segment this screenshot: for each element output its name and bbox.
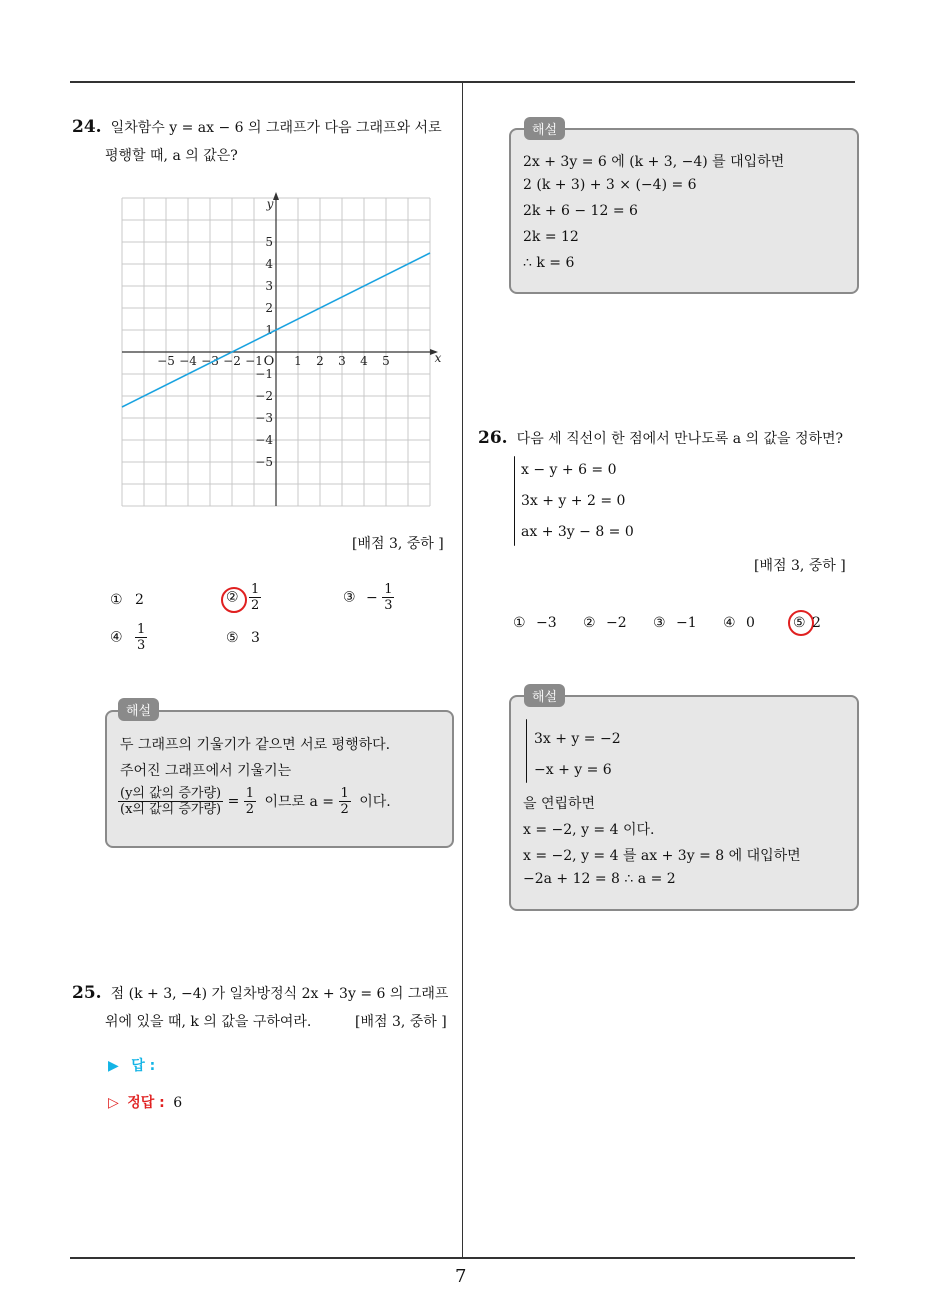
y-tick-label: 2 (265, 301, 273, 315)
choice-mark: ② (583, 615, 596, 631)
play-outline-icon: ▷ (108, 1095, 119, 1111)
explanation-tag: 해설 (524, 684, 565, 707)
y-axis-arrow (273, 192, 279, 200)
explanation-line: ∴ k = 6 (523, 255, 575, 271)
play-icon: ▶ (108, 1058, 119, 1074)
fraction-numerator: (y의 값의 증가량) (120, 786, 222, 801)
origin-label: O (263, 354, 275, 369)
half-fraction (244, 786, 256, 817)
choice-1[interactable] (513, 615, 557, 631)
score-label: [배점 3, 중하 ] (352, 536, 444, 552)
explanation-line: 주어진 그래프에서 기울기는 (120, 763, 292, 779)
choice-3[interactable] (653, 615, 697, 631)
choice-value: −2 (606, 615, 627, 631)
question-text-line1: 일차함수 y = ax − 6 의 그래프가 다음 그래프와 서로 (110, 120, 442, 136)
coordinate-graph (120, 190, 440, 510)
explanation-line: 2k + 6 − 12 = 6 (523, 203, 638, 219)
explanation-line: 두 그래프의 기울기가 같으면 서로 평행하다. (120, 737, 391, 753)
explanation-line: x = −2, y = 4 이다. (523, 822, 655, 838)
fraction-numerator: 1 (340, 786, 349, 801)
choice-2[interactable] (583, 615, 627, 631)
x-tick-label: −1 (245, 354, 263, 368)
y-tick-label: 4 (265, 257, 273, 271)
explanation-box-26 (509, 695, 859, 911)
question-number: 24. (72, 117, 102, 137)
choice-4[interactable] (110, 622, 147, 653)
y-axis-label: y (266, 197, 274, 211)
explanation-line: 을 연립하면 (523, 796, 596, 812)
correct-answer-row (108, 1092, 182, 1112)
choice-3[interactable] (343, 582, 394, 613)
choice-mark: ③ (653, 615, 666, 631)
choice-mark: ① (110, 592, 123, 608)
choice-value: 2 (812, 615, 821, 631)
choice-2[interactable] (226, 582, 261, 613)
x-tick-label: 3 (338, 354, 346, 368)
y-tick-label: −4 (255, 433, 273, 447)
choice-value: 3 (251, 630, 260, 646)
explanation-line: 2x + 3y = 6 에 (k + 3, −4) 를 대입하면 (523, 154, 785, 170)
choice-5[interactable] (793, 615, 821, 631)
x-tick-label: 5 (382, 354, 390, 368)
system-brace (526, 719, 527, 783)
choice-mark: ④ (723, 615, 736, 631)
equation: x − y + 6 = 0 (521, 462, 617, 478)
question-25 (72, 983, 448, 1003)
x-tick-label: 4 (360, 354, 368, 368)
x-axis-label: x (434, 351, 442, 365)
x-tick-label: −2 (223, 354, 241, 368)
choice-value: −3 (536, 615, 557, 631)
y-tick-label: 1 (265, 323, 273, 337)
fraction-denominator: 3 (137, 638, 146, 653)
choice-fraction (249, 582, 261, 613)
choice-value: −1 (676, 615, 697, 631)
explanation-line: −2a + 12 = 8 ∴ a = 2 (523, 871, 676, 887)
choice-1[interactable] (110, 592, 144, 608)
equals-sign: = (227, 793, 240, 810)
y-tick-label: −2 (255, 389, 273, 403)
score-label: [배점 3, 중하 ] (754, 558, 846, 574)
choice-5[interactable] (226, 630, 260, 646)
fraction-denominator: 2 (340, 802, 349, 817)
question-number: 26. (478, 428, 508, 448)
explanation-tag: 해설 (524, 117, 565, 140)
equation: ax + 3y − 8 = 0 (521, 524, 634, 540)
answer-label: 답 : (131, 1058, 156, 1074)
slope-fraction (118, 786, 223, 817)
choice-mark: ③ (343, 589, 356, 606)
choice-4[interactable] (723, 615, 755, 631)
correct-value: 6 (173, 1095, 183, 1111)
x-tick-label: 1 (294, 354, 302, 368)
choice-sign: − (366, 589, 378, 606)
explanation-text: 이므로 a = (264, 793, 335, 810)
explanation-line: 2 (k + 3) + 3 × (−4) = 6 (523, 177, 697, 193)
x-tick-label: 2 (316, 354, 324, 368)
page-number: 7 (455, 1266, 467, 1287)
explanation-formula (118, 786, 391, 817)
x-tick-label: −4 (179, 354, 197, 368)
fraction-numerator: 1 (137, 622, 146, 637)
fraction-denominator: 2 (245, 802, 255, 817)
question-26 (478, 428, 843, 448)
y-tick-label: −5 (255, 455, 273, 469)
choice-value: 0 (746, 615, 755, 631)
choice-mark: ⑤ (793, 615, 806, 631)
y-tick-label: −1 (255, 367, 273, 381)
explanation-box-25 (509, 128, 859, 294)
answer-row (108, 1055, 155, 1075)
system-brace (514, 456, 515, 546)
column-divider (462, 82, 463, 1259)
x-tick-label: −5 (157, 354, 175, 368)
explanation-line: x = −2, y = 4 를 ax + 3y = 8 에 대입하면 (523, 848, 801, 864)
choice-mark: ① (513, 615, 526, 631)
choice-fraction (382, 582, 394, 613)
choice-mark: ⑤ (226, 630, 239, 646)
choice-mark: ④ (110, 629, 123, 646)
fraction-numerator: 1 (245, 786, 255, 801)
bottom-rule (70, 1257, 855, 1259)
explanation-text: 이다. (359, 793, 391, 810)
y-tick-label: 3 (265, 279, 273, 293)
y-tick-label: 5 (265, 235, 273, 249)
half-fraction (339, 786, 351, 817)
equation: 3x + y = −2 (534, 731, 621, 747)
choice-fraction (135, 622, 147, 653)
question-text-line1: 점 (k + 3, −4) 가 일차방정식 2x + 3y = 6 의 그래프 (110, 986, 449, 1002)
x-tick-label: −3 (201, 354, 219, 368)
question-number: 25. (72, 983, 102, 1003)
explanation-line: 2k = 12 (523, 229, 579, 245)
y-tick-label: −3 (255, 411, 273, 425)
fraction-denominator: 2 (251, 598, 260, 613)
score-label: [배점 3, 중하 ] (355, 1014, 447, 1030)
question-text: 다음 세 직선이 한 점에서 만나도록 a 의 값을 정하면? (516, 431, 844, 447)
question-24 (72, 117, 442, 137)
choice-mark: ② (226, 589, 239, 606)
fraction-denominator: 3 (384, 598, 393, 613)
fraction-numerator: 1 (251, 582, 260, 597)
explanation-box-24 (105, 710, 454, 848)
choice-value: 2 (135, 592, 144, 608)
fraction-denominator: (x의 값의 증가량) (120, 802, 222, 817)
explanation-tag: 해설 (118, 698, 159, 721)
equation: 3x + y + 2 = 0 (521, 493, 626, 509)
fraction-numerator: 1 (384, 582, 393, 597)
equation: −x + y = 6 (534, 762, 612, 778)
question-text-line2: 평행할 때, a 의 값은? (105, 148, 238, 164)
correct-label: 정답 : (127, 1095, 165, 1111)
question-text-line2: 위에 있을 때, k 의 값을 구하여라. (105, 1014, 312, 1030)
